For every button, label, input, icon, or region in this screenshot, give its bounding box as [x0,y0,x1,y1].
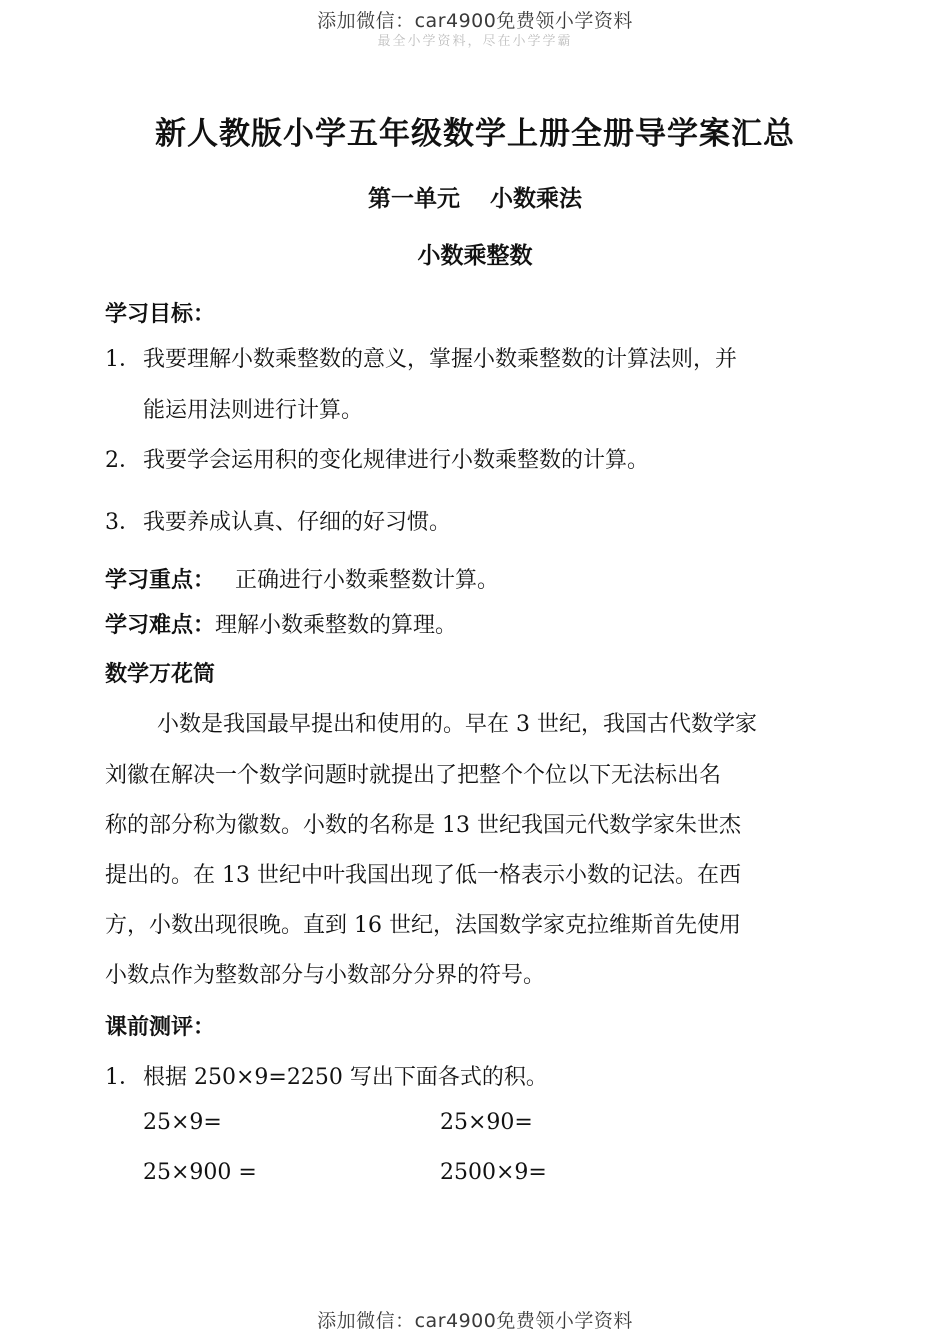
goal-number: 1． [105,347,141,372]
pretest-heading: 课前测评： [105,1015,216,1040]
pretest-question-1 [105,1060,548,1091]
unit-heading [0,180,950,213]
lesson-title: 小数乘整数 [417,243,533,269]
key-point-text: 正确进行小数乘整数计算。 [235,568,500,593]
watermark-top: 添加微信：car4900免费领小学资料 [317,10,633,32]
difficulty-row [105,608,457,639]
watermark-bottom: 添加微信：car4900免费领小学资料 [317,1310,633,1332]
goal-item-1 [105,342,737,373]
goal-item-3 [105,505,451,536]
kaleidoscope-line: 小数点作为整数部分与小数部分分界的符号。 [105,963,546,988]
goal-item-2 [105,443,649,474]
difficulty-label: 学习难点： [105,613,216,638]
kaleidoscope-line: 提出的。在 13 世纪中叶我国出现了低一格表示小数的记法。在西 [105,863,741,888]
exercise-item: 25×900 = [143,1160,257,1185]
key-point-row [105,563,499,594]
goal-number: 2． [105,448,141,473]
unit-label: 第一单元 [368,186,460,212]
exercise-item: 2500×9= [440,1160,547,1185]
kaleidoscope-line: 小数是我国最早提出和使用的。早在 3 世纪，我国古代数学家 [157,712,757,737]
kaleidoscope-heading: 数学万花筒 [105,662,216,687]
goal-number: 3． [105,510,141,535]
question-text: 根据 250×9=2250 写出下面各式的积。 [143,1065,548,1090]
difficulty-text: 理解小数乘整数的算理。 [215,613,458,638]
goal-text: 我要养成认真、仔细的好习惯。 [143,510,452,535]
document-title: 新人教版小学五年级数学上册全册导学案汇总 [155,116,795,152]
exercise-item: 25×9= [143,1110,222,1135]
exercise-item: 25×90= [440,1110,533,1135]
key-point-label: 学习重点： [105,568,216,593]
goal-item-1-continued: 能运用法则进行计算。 [143,398,364,423]
kaleidoscope-line: 方，小数出现很晚。直到 16 世纪，法国数学家克拉维斯首先使用 [105,913,741,938]
unit-name: 小数乘法 [490,186,582,212]
question-number: 1． [105,1065,141,1090]
goal-text: 我要学会运用积的变化规律进行小数乘整数的计算。 [143,448,650,473]
kaleidoscope-line: 称的部分称为徽数。小数的名称是 13 世纪我国元代数学家朱世杰 [105,813,741,838]
watermark-subtitle: 最全小学资料，尽在小学学霸 [377,34,573,49]
kaleidoscope-line: 刘徽在解决一个数学问题时就提出了把整个个位以下无法标出名 [105,763,722,788]
goals-heading: 学习目标： [105,302,216,327]
goal-text: 我要理解小数乘整数的意义，掌握小数乘整数的计算法则，并 [143,347,738,372]
